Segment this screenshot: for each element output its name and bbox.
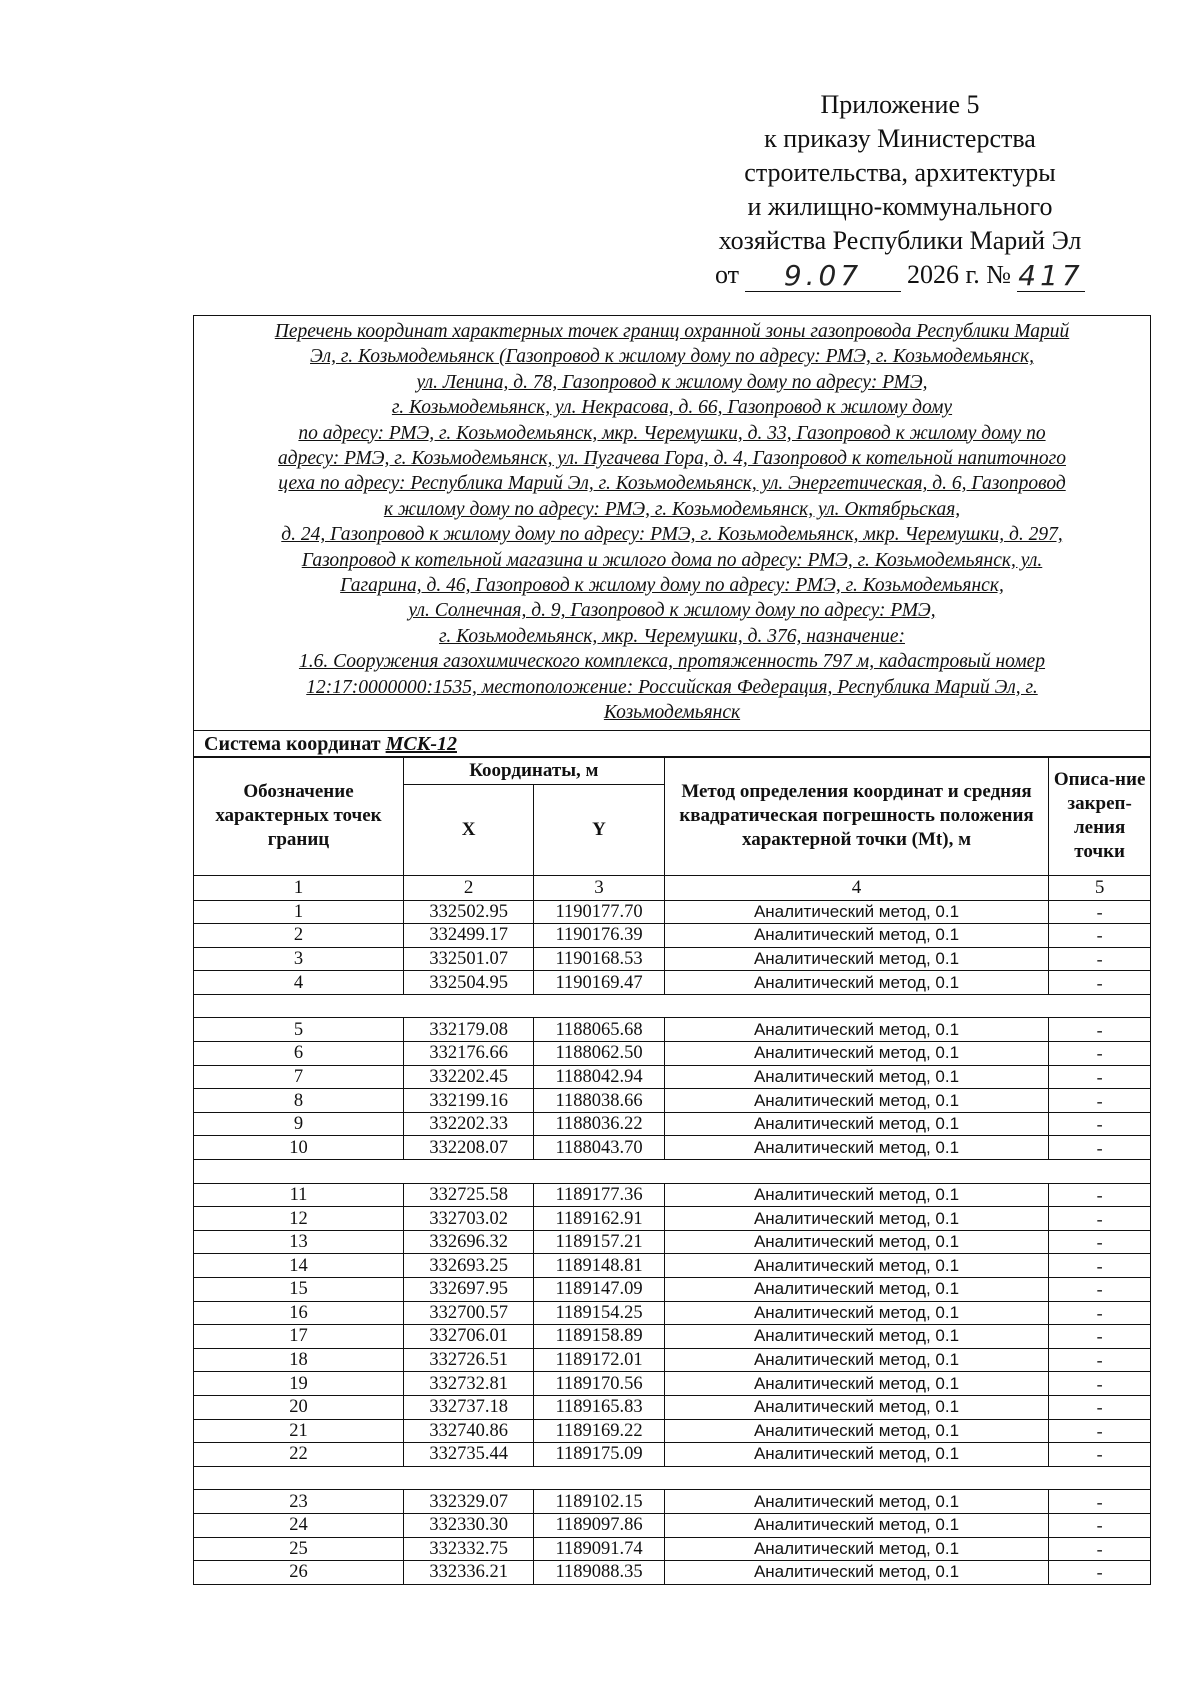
point-id-cell: 24 [194, 1513, 404, 1537]
x-cell: 332501.07 [403, 947, 533, 971]
point-id-cell: 19 [194, 1372, 404, 1396]
description-cell: - [1049, 1537, 1151, 1561]
title-line: д. 24, Газопровод к жилому дому по адресу: РМЭ, г. Козьмодемьянск, мкр. Черемушки, д. 297, [281, 524, 1063, 546]
order-date-handwritten: 9.07 [745, 261, 901, 292]
x-cell: 332737.18 [403, 1395, 533, 1419]
group-separator [194, 1160, 1151, 1184]
method-cell: Аналитический метод, 0.1 [664, 1230, 1049, 1254]
column-number: 3 [534, 875, 664, 900]
table-row [194, 1419, 1151, 1443]
description-cell: - [1049, 1278, 1151, 1302]
x-cell: 332696.32 [403, 1230, 533, 1254]
order-prefix: от [714, 260, 739, 289]
description-cell: - [1049, 924, 1151, 948]
table-row [194, 1348, 1151, 1372]
method-cell: Аналитический метод, 0.1 [664, 1372, 1049, 1396]
table-row [194, 1018, 1151, 1042]
header-point-designation: Обозначение характерных точек границ [194, 757, 404, 875]
header-line: к приказу Министерства [764, 124, 1036, 153]
x-cell: 332179.08 [403, 1018, 533, 1042]
table-row [194, 971, 1151, 995]
x-cell: 332199.16 [403, 1089, 533, 1113]
description-cell: - [1049, 1136, 1151, 1160]
point-id-cell: 10 [194, 1136, 404, 1160]
point-id-cell: 12 [194, 1207, 404, 1231]
point-id-cell: 9 [194, 1112, 404, 1136]
x-cell: 332726.51 [403, 1348, 533, 1372]
description-cell: - [1049, 1301, 1151, 1325]
title-line: ул. Солнечная, д. 9, Газопровод к жилому дому по адресу: РМЭ, [408, 600, 936, 622]
table-row [194, 1065, 1151, 1089]
title-line: Эл, г. Козьмодемьянск (Газопровод к жилому дому по адресу: РМЭ, г. Козьмодемьянск, [310, 346, 1034, 368]
x-cell: 332502.95 [403, 900, 533, 924]
x-cell: 332703.02 [403, 1207, 533, 1231]
column-number: 4 [664, 875, 1049, 900]
coordinates-table [193, 757, 1151, 1585]
point-id-cell: 20 [194, 1395, 404, 1419]
description-cell: - [1049, 1112, 1151, 1136]
title-line: 1.6. Сооружения газохимического комплекса, протяженность 797 м, кадастровый номер [298, 651, 1046, 673]
point-id-cell: 13 [194, 1230, 404, 1254]
point-id-cell: 6 [194, 1042, 404, 1066]
coordinate-system-row [193, 731, 1151, 757]
y-cell: 1189175.09 [534, 1443, 664, 1467]
column-number: 5 [1049, 875, 1151, 900]
table-row [194, 1490, 1151, 1514]
table-row [194, 900, 1151, 924]
order-number-handwritten: 417 [1018, 259, 1084, 292]
order-year: 2026 г. № [906, 260, 1012, 289]
y-cell: 1190168.53 [534, 947, 664, 971]
y-cell: 1189170.56 [534, 1372, 664, 1396]
column-number: 2 [403, 875, 533, 900]
point-id-cell: 25 [194, 1537, 404, 1561]
point-id-cell: 1 [194, 900, 404, 924]
description-cell: - [1049, 1490, 1151, 1514]
method-cell: Аналитический метод, 0.1 [664, 1561, 1049, 1585]
y-cell: 1189148.81 [534, 1254, 664, 1278]
y-cell: 1189097.86 [534, 1513, 664, 1537]
method-cell: Аналитический метод, 0.1 [664, 1325, 1049, 1349]
point-id-cell: 8 [194, 1089, 404, 1113]
description-cell: - [1049, 1372, 1151, 1396]
method-cell: Аналитический метод, 0.1 [664, 1301, 1049, 1325]
group-separator [194, 994, 1151, 1018]
method-cell: Аналитический метод, 0.1 [664, 1112, 1049, 1136]
title-line: Козьмодемьянск [603, 702, 741, 724]
appendix-header [690, 88, 1110, 292]
title-line: г. Козьмодемьянск, мкр. Черемушки, д. 376, назначение: [439, 625, 905, 647]
header-line: строительства, архитектуры [744, 158, 1056, 187]
point-id-cell: 4 [194, 971, 404, 995]
title-line: Гагарина, д. 46, Газопровод к жилому дому по адресу: РМЭ, г. Козьмодемьянск, [340, 575, 1004, 597]
table-row [194, 1230, 1151, 1254]
description-cell: - [1049, 1230, 1151, 1254]
table-row [194, 1136, 1151, 1160]
description-cell: - [1049, 1395, 1151, 1419]
x-cell: 332504.95 [403, 971, 533, 995]
y-cell: 1188036.22 [534, 1112, 664, 1136]
description-cell: - [1049, 947, 1151, 971]
table-row [194, 1325, 1151, 1349]
description-cell: - [1049, 1018, 1151, 1042]
group-separator-row [194, 1466, 1151, 1490]
x-cell: 332176.66 [403, 1042, 533, 1066]
method-cell: Аналитический метод, 0.1 [664, 1207, 1049, 1231]
document-title [193, 315, 1151, 731]
y-cell: 1188065.68 [534, 1018, 664, 1042]
group-separator-row [194, 994, 1151, 1018]
x-cell: 332499.17 [403, 924, 533, 948]
group-separator [194, 1466, 1151, 1490]
method-cell: Аналитический метод, 0.1 [664, 1254, 1049, 1278]
method-cell: Аналитический метод, 0.1 [664, 1348, 1049, 1372]
y-cell: 1189169.22 [534, 1419, 664, 1443]
description-cell: - [1049, 1443, 1151, 1467]
method-cell: Аналитический метод, 0.1 [664, 1042, 1049, 1066]
method-cell: Аналитический метод, 0.1 [664, 1490, 1049, 1514]
method-cell: Аналитический метод, 0.1 [664, 1018, 1049, 1042]
title-line: цеха по адресу: Республика Марий Эл, г. Козьмодемьянск, ул. Энергетическая, д. 6, Газопровод [278, 473, 1066, 495]
method-cell: Аналитический метод, 0.1 [664, 1419, 1049, 1443]
x-cell: 332697.95 [403, 1278, 533, 1302]
x-cell: 332208.07 [403, 1136, 533, 1160]
description-cell: - [1049, 900, 1151, 924]
coordinate-system-label: Система координат [204, 732, 381, 755]
method-cell: Аналитический метод, 0.1 [664, 1443, 1049, 1467]
y-cell: 1189147.09 [534, 1278, 664, 1302]
y-cell: 1189091.74 [534, 1537, 664, 1561]
header-line: хозяйства Республики Марий Эл [718, 226, 1082, 255]
y-cell: 1189088.35 [534, 1561, 664, 1585]
point-id-cell: 5 [194, 1018, 404, 1042]
table-row [194, 1372, 1151, 1396]
table-row [194, 947, 1151, 971]
y-cell: 1189102.15 [534, 1490, 664, 1514]
description-cell: - [1049, 1207, 1151, 1231]
point-id-cell: 11 [194, 1183, 404, 1207]
x-cell: 332706.01 [403, 1325, 533, 1349]
table-row [194, 1537, 1151, 1561]
title-line: г. Козьмодемьянск, ул. Некрасова, д. 66, Газопровод к жилому дому [391, 397, 953, 419]
method-cell: Аналитический метод, 0.1 [664, 1136, 1049, 1160]
x-cell: 332332.75 [403, 1537, 533, 1561]
table-row [194, 1254, 1151, 1278]
coordinates-table-body [194, 900, 1151, 1584]
y-cell: 1190176.39 [534, 924, 664, 948]
header-method: Метод определения координат и средняя квадратическая погрешность положения характерной точки (Mt), м [664, 757, 1049, 875]
description-cell: - [1049, 1325, 1151, 1349]
method-cell: Аналитический метод, 0.1 [664, 1395, 1049, 1419]
y-cell: 1188038.66 [534, 1089, 664, 1113]
table-row [194, 924, 1151, 948]
y-cell: 1189172.01 [534, 1348, 664, 1372]
point-id-cell: 18 [194, 1348, 404, 1372]
table-row [194, 1042, 1151, 1066]
y-cell: 1189177.36 [534, 1183, 664, 1207]
table-row [194, 1301, 1151, 1325]
method-cell: Аналитический метод, 0.1 [664, 900, 1049, 924]
x-cell: 332202.45 [403, 1065, 533, 1089]
x-cell: 332740.86 [403, 1419, 533, 1443]
title-line: ул. Ленина, д. 78, Газопровод к жилому дому по адресу: РМЭ, [416, 371, 928, 393]
point-id-cell: 23 [194, 1490, 404, 1514]
title-line: по адресу: РМЭ, г. Козьмодемьянск, мкр. Черемушки, д. 33, Газопровод к жилому дому по [298, 422, 1046, 444]
x-cell: 332693.25 [403, 1254, 533, 1278]
y-cell: 1189158.89 [534, 1325, 664, 1349]
x-cell: 332330.30 [403, 1513, 533, 1537]
description-cell: - [1049, 971, 1151, 995]
table-row [194, 1207, 1151, 1231]
x-cell: 332732.81 [403, 1372, 533, 1396]
title-line: адресу: РМЭ, г. Козьмодемьянск, ул. Пугачева Гора, д. 4, Газопровод к котельной напиточного [278, 448, 1066, 470]
y-cell: 1189165.83 [534, 1395, 664, 1419]
method-cell: Аналитический метод, 0.1 [664, 1183, 1049, 1207]
coordinates-document [193, 315, 1151, 1585]
description-cell: - [1049, 1561, 1151, 1585]
header-x: X [403, 784, 533, 875]
x-cell: 332202.33 [403, 1112, 533, 1136]
table-row [194, 1561, 1151, 1585]
method-cell: Аналитический метод, 0.1 [664, 971, 1049, 995]
header-line: Приложение 5 [820, 90, 980, 119]
method-cell: Аналитический метод, 0.1 [664, 1537, 1049, 1561]
y-cell: 1188043.70 [534, 1136, 664, 1160]
table-row [194, 1112, 1151, 1136]
coordinate-system-value: МСК-12 [385, 732, 457, 755]
y-cell: 1189162.91 [534, 1207, 664, 1231]
point-id-cell: 7 [194, 1065, 404, 1089]
title-line: 12:17:0000000:1535, местоположение: Российская Федерация, Республика Марий Эл, г. [306, 676, 1038, 698]
y-cell: 1189154.25 [534, 1301, 664, 1325]
method-cell: Аналитический метод, 0.1 [664, 1089, 1049, 1113]
x-cell: 332336.21 [403, 1561, 533, 1585]
y-cell: 1190177.70 [534, 900, 664, 924]
point-id-cell: 14 [194, 1254, 404, 1278]
column-number-row [194, 875, 1151, 900]
method-cell: Аналитический метод, 0.1 [664, 1065, 1049, 1089]
point-id-cell: 16 [194, 1301, 404, 1325]
header-coordinates: Координаты, м [403, 757, 664, 784]
header-y: Y [534, 784, 664, 875]
point-id-cell: 26 [194, 1561, 404, 1585]
x-cell: 332725.58 [403, 1183, 533, 1207]
point-id-cell: 3 [194, 947, 404, 971]
group-separator-row [194, 1160, 1151, 1184]
point-id-cell: 17 [194, 1325, 404, 1349]
method-cell: Аналитический метод, 0.1 [664, 1278, 1049, 1302]
table-row [194, 1278, 1151, 1302]
point-id-cell: 15 [194, 1278, 404, 1302]
description-cell: - [1049, 1513, 1151, 1537]
y-cell: 1188042.94 [534, 1065, 664, 1089]
order-reference [690, 258, 1110, 292]
description-cell: - [1049, 1419, 1151, 1443]
table-row [194, 1443, 1151, 1467]
y-cell: 1189157.21 [534, 1230, 664, 1254]
description-cell: - [1049, 1089, 1151, 1113]
y-cell: 1190169.47 [534, 971, 664, 995]
point-id-cell: 2 [194, 924, 404, 948]
description-cell: - [1049, 1254, 1151, 1278]
method-cell: Аналитический метод, 0.1 [664, 924, 1049, 948]
method-cell: Аналитический метод, 0.1 [664, 947, 1049, 971]
column-number: 1 [194, 875, 404, 900]
header-line: и жилищно-коммунального [747, 192, 1053, 221]
table-row [194, 1513, 1151, 1537]
point-id-cell: 21 [194, 1419, 404, 1443]
description-cell: - [1049, 1183, 1151, 1207]
y-cell: 1188062.50 [534, 1042, 664, 1066]
description-cell: - [1049, 1348, 1151, 1372]
x-cell: 332329.07 [403, 1490, 533, 1514]
description-cell: - [1049, 1065, 1151, 1089]
description-cell: - [1049, 1042, 1151, 1066]
point-id-cell: 22 [194, 1443, 404, 1467]
x-cell: 332735.44 [403, 1443, 533, 1467]
title-line: к жилому дому по адресу: РМЭ, г. Козьмодемьянск, ул. Октябрьская, [383, 498, 961, 520]
table-row [194, 1395, 1151, 1419]
title-line: Газопровод к котельной магазина и жилого дома по адресу: РМЭ, г. Козьмодемьянск, ул. [301, 549, 1043, 571]
method-cell: Аналитический метод, 0.1 [664, 1513, 1049, 1537]
table-row [194, 1183, 1151, 1207]
table-row [194, 1089, 1151, 1113]
x-cell: 332700.57 [403, 1301, 533, 1325]
title-line: Перечень координат характерных точек границ охранной зоны газопровода Республики Марий [274, 321, 1070, 342]
header-description: Описа-ние закреп-ления точки [1049, 757, 1151, 875]
